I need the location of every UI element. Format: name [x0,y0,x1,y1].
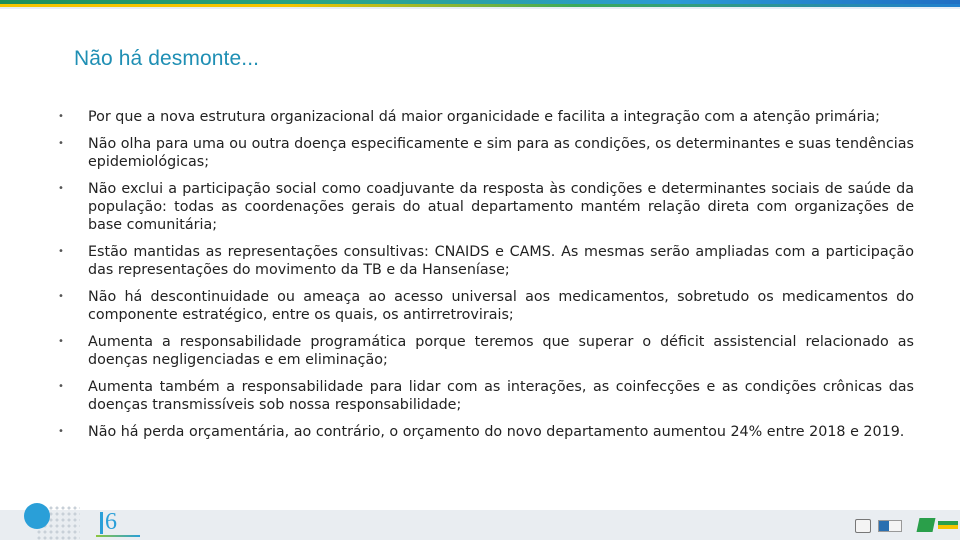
institution-logos [850,517,960,537]
footer-bar [0,510,960,540]
bullet-icon: • [58,291,64,302]
bullet-icon: • [58,183,64,194]
brasil-logo-icon [938,521,958,529]
sus-logo-icon [855,519,871,533]
ministry-logo-icon [878,520,902,532]
bullet-icon: • [58,336,64,347]
bullet-icon: • [58,111,64,122]
bullet-item [58,180,914,234]
bullet-item [58,288,914,324]
bullet-text: Por que a nova estrutura organizacional dá maior organicidade e facilita a integração com a atenção primária; [88,109,880,125]
bullet-list [58,108,914,450]
bullet-text: Não há perda orçamentária, ao contrário, o orçamento do novo departamento aumentou 24% entre 2018 e 2019. [88,424,905,440]
bullet-item [58,423,914,441]
bullet-text: Aumenta também a responsabilidade para lidar com as interações, as coinfecções e as condições crônicas das doenças transmissíveis sob nossa responsabilidade; [88,379,914,413]
slide-title: Não há desmonte... [74,47,260,70]
brasil-flag-icon [917,518,936,532]
bullet-icon: • [58,138,64,149]
bullet-icon: • [58,426,64,437]
bullet-item [58,378,914,414]
sus-16-anos-logo-icon: 6 [96,512,140,538]
bullet-text: Não há descontinuidade ou ameaça ao acesso universal aos medicamentos, sobretudo os medicamentos do componente estratégico, entre os quais, os antirretrovirais; [88,289,914,323]
bullet-item [58,108,914,126]
bullet-icon: • [58,381,64,392]
top-color-stripe [0,0,960,9]
bullet-text: Aumenta a responsabilidade programática porque teremos que superar o déficit assistencial relacionado as doenças negligenciadas e em eliminação; [88,334,914,368]
bullet-text: Não olha para uma ou outra doença especificamente e sim para as condições, os determinantes e suas tendências epidemiológicas; [88,136,914,170]
bullet-item [58,243,914,279]
bullet-icon: • [58,246,64,257]
bullet-item [58,135,914,171]
blue-circle-decoration [24,503,50,529]
bullet-text: Estão mantidas as representações consultivas: CNAIDS e CAMS. As mesmas serão ampliadas com a participação das representações do movimento da TB e da Hanseníase; [88,244,914,278]
bullet-item [58,333,914,369]
bullet-text: Não exclui a participação social como coadjuvante da resposta às condições e determinantes sociais de saúde da população: todas as coordenações gerais do atual departamento mantém relação direta com organizações de base comunitária; [88,181,914,233]
